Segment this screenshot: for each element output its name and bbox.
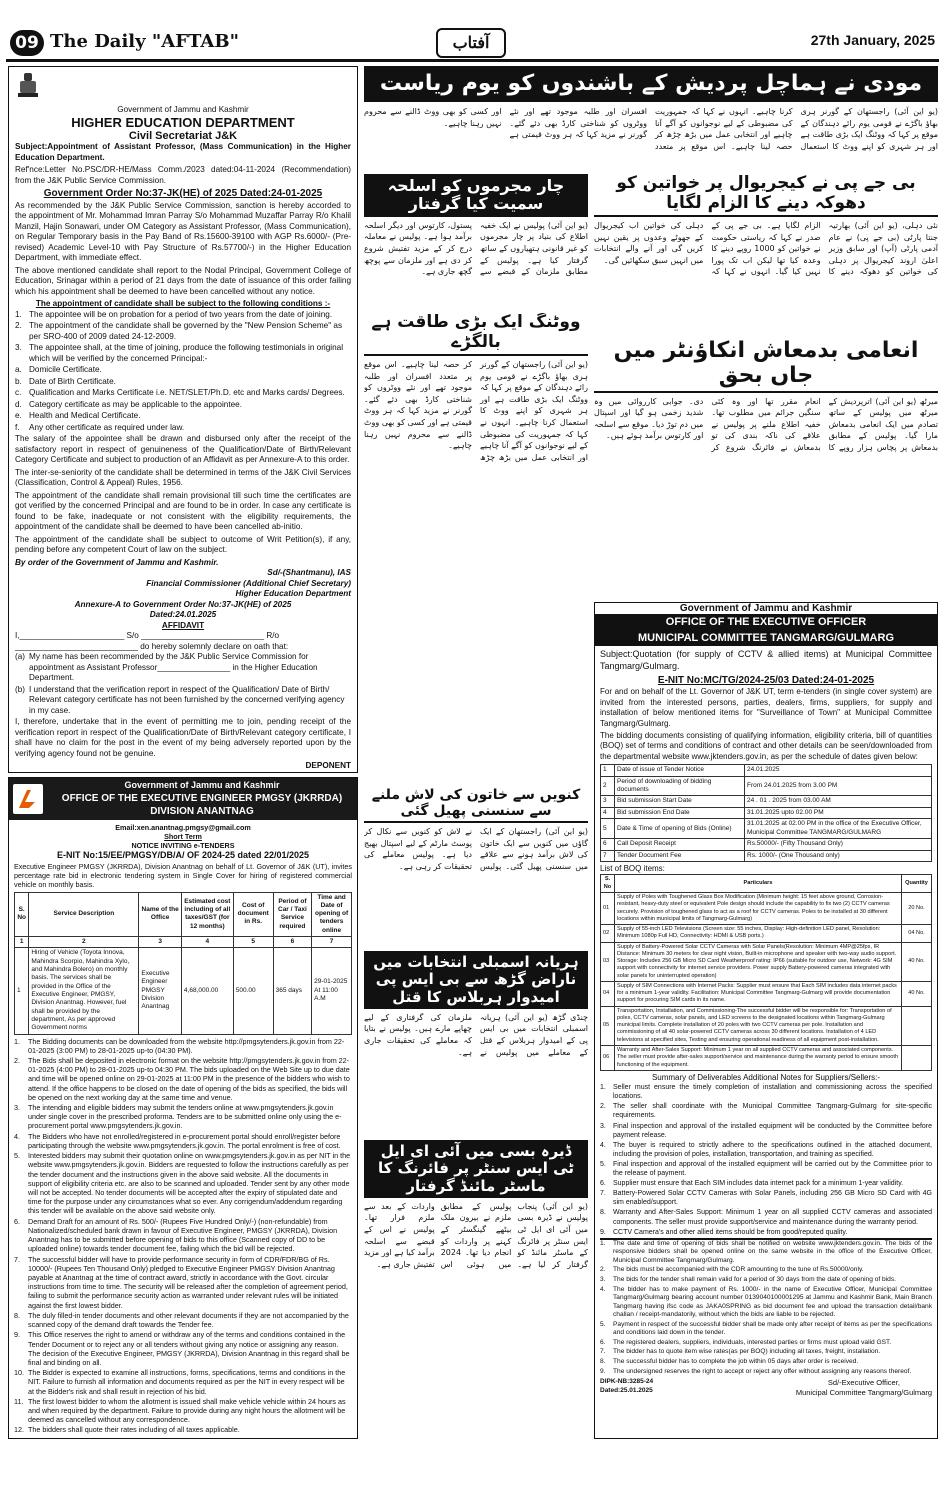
masthead bbox=[6, 28, 939, 62]
mc-dipk-date: Dated:25.01.2025 bbox=[600, 1386, 653, 1394]
affidavit-line-1: I,_______________________ S/o ___________________________ R/o bbox=[15, 631, 280, 641]
mc-boq-row: 04 Supply of SIM Connections with Internet Packs: Supplier must ensure that Each SIM includes data internet packs for a minimum 1-year validity. Facilitation: Municipal Committee Tangmarg-Gulmarg will provide documentation support for procuring SIM cards in its name. 40 No. bbox=[601, 981, 932, 1006]
urdu-derabassi-story bbox=[364, 1140, 588, 1440]
condition-item: f. Any other certificate as required under law. bbox=[15, 422, 185, 432]
mc-office-1: OFFICE OF THE EXECUTIVE OFFICER bbox=[595, 614, 937, 630]
mc-term-item: 7. The bidder has to quote item wise rates(as per BOQ) including all taxes, freight, installation. bbox=[600, 1348, 881, 1356]
signatory-dept: Higher Education Department bbox=[235, 589, 351, 599]
deponent-1: DEPONENT bbox=[305, 761, 351, 771]
pmgsy-dipk bbox=[14, 1438, 67, 1439]
mc-summary-item: 3. Final inspection and approval of the installed equipment will be conducted by the Committee before payment release. bbox=[600, 1122, 932, 1139]
mc-intro-2: The bidding documents consisting of qualifying information, eligibility criteria, bill of quantities (BOQ) set of terms and conditions of contract and other details can be seen/downloaded from the departmental website www.jktenders.gov.in, as per the schedule of dates given below: bbox=[600, 730, 932, 761]
conditions-list bbox=[15, 310, 351, 434]
pmgsy-col-header: Service Description bbox=[29, 892, 139, 937]
urdu-bjp-story bbox=[594, 174, 938, 334]
urdu-encounter-body: میرٹھ (یو این آئی) اترپردیش کے میرٹھ میں پولیس کے ساتھ تصادم میں ایک انعامی بدمعاش مارا گیا۔ پولیس کے مطابق بدمعاش پر پچاس ہزار روپے کا انعام مقرر تھا اور وہ کئی سنگین جرائم میں مطلوب تھا۔ خفیہ اطلاع ملنے پر پولیس نے علاقے کی ناکہ بندی کی تو بدمعاش نے فائرنگ شروع کر دی۔ جوابی کارروائی میں وہ شدید زخمی ہو گیا اور اسپتال میں دم توڑ دیا۔ موقع سے اسلحہ اور کارتوس برآمد ہوئے ہیں۔ bbox=[594, 396, 938, 452]
pmgsy-col-header: Name of the Office bbox=[139, 892, 182, 937]
mc-summary-heading: Summary of Deliverables Additional Notes for Suppliers/Sellers:- bbox=[651, 1072, 881, 1082]
pmgsy-table: S. No Service Description Name of the Office Estimated cost including of all taxes/GST (for 12 months) Cost of document in Rs. Period of Car / Taxi Service required Time and Date of opening of tenders online 1 2 3 4 5 6 7 1 Hiring of Vehicle (Toyota Innova, Mahindra Scorpio, Mahindra Xylo, and Mahindra Bolero) on monthly basis. The services shall be provided in the Office of the Executive Engineer, PMGSY, Division Anantnag. However, fuel shall be provided by the department, As per approved Government norms Executive Engineer PMGSY Division Anantnag 4,68,000.00 500.00 365 days 29-01-2025 At 11:00 A.M bbox=[14, 892, 352, 1035]
urdu-arrest-headline: چار مجرموں کو اسلحہ سمیت کیا گرفتار bbox=[364, 174, 588, 217]
gov-line: Government of Jammu and Kashmir bbox=[117, 104, 249, 114]
pmgsy-col-header: Estimated cost including of all taxes/GST (for 12 months) bbox=[181, 892, 233, 937]
mc-term-item: 5. Payment in respect of the successful bidder shall be made only after receipt of items as per the specifications and conditions laid down in the tender. bbox=[600, 1320, 932, 1337]
mc-summary-item: 1. Seller must ensure the timely completion of installation and commissioning across the specified locations. bbox=[600, 1084, 932, 1101]
mc-summary-item: 6. Supplier must ensure that Each SIM includes data internet pack for a minimum 1-year validity. bbox=[600, 1180, 904, 1188]
condition-item: e. Health and Medical Certificate. bbox=[15, 411, 141, 421]
mc-date-row: 4 Bid submission End Date 31.01.2025 upto 02.00 PM bbox=[601, 807, 932, 818]
mc-intro: For and on behalf of the Lt. Governor of J&K UT, term e-tenders (in single cover system) are invited from the interested persons, parties, dealers, firms, suppliers, for supply and installation of below mentioned items for "Surveillance of Town" at Municipal Committee Tangmarg/Gulmarg. bbox=[600, 687, 932, 728]
pmgsy-header bbox=[9, 778, 357, 820]
mc-boq-row: 05 Transportation, Installation, and Commissioning-The successful bidder will be responsible for: Transportation of poles, CCTV cameras, solar panels, and LED screens to the designated locations within Tangmarg-Gulmarg municipal limits. Complete installation of 20 poles with two CCTV cameras per pole. Installation and commissioning of all 40 solar-powered CCTV cameras across 30 different locations. Installation of 4 LED televisions at specified sites, Testing and ensuring operational readiness of all equipment post-installation. bbox=[601, 1006, 932, 1045]
pmgsy-term-item: 9. This Office reserves the right to amend or withdraw any of the terms and conditions contained in the Tender Document or to reject any or all tenders without giving any notice or assigning any reason. The decision of the Executive Engineer, PMGSY (JKRRDA), Division Anantnag in this regard shall be final and binding on all. bbox=[14, 1330, 350, 1367]
urdu-well-headline: کنویں سے خاتون کی لاش ملنے سے سنسنی پھیل گئی bbox=[364, 787, 588, 823]
mc-boq-col-header: Particulars bbox=[615, 875, 902, 893]
pmgsy-cost: 4,68,000.00 bbox=[181, 948, 233, 1034]
mc-boq-col-header: Quantity bbox=[902, 875, 932, 893]
mc-date-row: 7 Tender Document Fee Rs. 1000/- (One Thousand only) bbox=[601, 850, 932, 861]
pmgsy-col-header: Time and Date of opening of tenders online bbox=[312, 892, 352, 937]
higher-education-notice: Government of Jammu and Kashmir HIGHER EDUCATION DEPARTMENT Civil Secretariat J&K Subject:Appointment of Assistant Professor, (Mass Communication) in the Higher Education Department. Ref'nce:Letter No.PSC/DR-HE/Mass Comm./2023 dated:04-11-2024 (Recommendation) from the J&K Public Service Commission. Government Order No:37-JK(HE) of 2025 Dated:24-01-2025 As recommended by the J&K Public Service Commission, sanction is hereby accorded to the appointment of Mr. Mohammad Imran Parray S/o Mohammad Muzaffar Parray R/o Khalil Manzil, Hajin Sonawari, under OM Category as Assistant Professor, (Mass Communication), on Regular Temporary basis in the Pay Band of Rs.15600-39100 with AGP Rs.6000/- (Pre-revised) Academic Level-10 with Pay Structure of Rs.57700/-) in the Higher Education Department, with immediate effect. The above mentioned candidate shall report to the Nodal Principal, Government College of Education, Srinagar within a period of 21 days from the date of issuance of this order failing which his appointment shall be deemed to have been cancelled without any notice. The appointment of candidate shall be subject to the following conditions :- 1. The appointee will be on probation for a period of two years from the date of joining. 2. The appointment of the candidate shall be governed by the "New Pension Scheme" as per SRO-400 of 2009 dated 24-12-2009. 3. The appointee shall, at the time of joining, produce the following testimonials in original which will be verified by the concerned Principal:- a. Domicile Certificate. b. Date of Birth Certificate. c. Qualification and Marks Certificate i.e. NET/SLET/Ph.D. etc and Marks cards/ Degrees. d. Category certificate as may be applicable to the appointee. e. Health and Medical Certificate. f. Any other certificate as required under law. The salary of the appointee shall be drawn and disbursed only after the receipt of the satisfactory report in respect of genuineness of the Qualification/Date of Birth/Relevant Category Certificate and subject to production of an Affidavit as per Annexure-A to this order. The inter-se-seniority of the candidate shall be determined in terms of the J&K Civil Services (Classification, Control & Appeal) Rules, 1956. The appointment of the candidate shall remain provisional till such time the certificates are got verified by the concerned Principal and are found to be in order. In case any certificate is found to be fake, inadequate or not consistent with the eligibility requirements, the appointment of the candidate shall be deemed to have been cancelled ab-initio. The appointment of the candidate shall be subject to outcome of Writ Petition(s), if any, pending before any competent Court of law on the subject. By order of the Government of Jammu and Kashmir. Sd/-(Shantmanu), IAS Financial Commissioner (Additional Chief Secretary) Higher Education Department Annexure-A to Government Order No:37-JK(HE) of 2025 Dated:24.01.2025 AFFIDAVIT I,_______________________ S/o ___________________________ R/o ___________________________ do hereby solemnly declare on oath that: (a) My name has been recommended by the J&K Public Service Commission for appointment as Assistant Professor________________ in the Higher Education Department. (b) I understand that the verification report in respect of the Qualification/ Date of Birth/ Relevant category certificate has not been furnished by the concerned verifying agency in my case. I, therefore, undertake that in the event of permitting me to join, pending receipt of the verification report in respect of the Qualification/Date of Birth/Relevant category certificate, I shall have no claim for the post in the event of my being adversely reported upon by the verifying agency found not be genuine. DEPONENT bbox=[8, 66, 358, 773]
affidavit-c: I, therefore, undertake that in the event of permitting me to join, pending receipt of the verification report in respect of the Qualification/Date of Birth/Relevant category certificate, I shall have no claim for the post in the event of my being adversely reported upon by the verifying agency found not be genuine. bbox=[15, 717, 351, 758]
order-para-1: As recommended by the J&K Public Service Commission, sanction is hereby accorded to the appointment of Mr. Mohammad Imran Parray S/o Mohammad Muzaffar Parray R/o Khalil Manzil, Hajin Sonawari, under OM Category as Assistant Professor, (Mass Communication), on Regular Temporary basis in the Pay Band of Rs.15600-39100 with AGP Rs.6000/- (Pre-revised) Academic Level-10 with Pay Structure of Rs.57700/-) in the Higher Education Department, with immediate effect. bbox=[15, 200, 351, 263]
pmgsy-terms-list bbox=[14, 1037, 352, 1435]
order-para-6: The appointment of the candidate shall be subject to outcome of Writ Petition(s), if any, pending before any competent Court of law on the subject. bbox=[15, 534, 351, 555]
urdu-modi-story bbox=[364, 106, 938, 172]
mc-boq-row: 03 Supply of Battery-Powered Solar CCTV Cameras with Solar Panels(Resolution: Minimum 4MP@25fps, IR Distance: Minimum 30 meters for clear night vision, Built-in microphone and speaker with two-way audio support. Storage: Includes 256 GB Micro SD Card Weatherproof rating: IP66 (suitable for outdoor use, Network: 4G SIM support with connectivity for internet service providers. Power supply Battery-powered cameras integrated with solar panels for uninterrupted operation) 40 No. bbox=[601, 942, 932, 981]
pmgsy-period: 365 days bbox=[273, 948, 312, 1034]
pmgsy-tender-notice bbox=[8, 777, 358, 1439]
affidavit-b: I understand that the verification report in respect of the Qualification/ Date of Birth/ Relevant category certificate has not been furnished by the concerned verifying agency in my case. bbox=[29, 684, 345, 715]
pmgsy-term-item: 7. The successful bidder will have to provide performance security in form of CDR/FDR/BG of Rs. 10000/- (Rupees Ten Thousand Only) pledged to Executive Engineer PMGSY Division Anantnag payable at Anantnag at the time of contract award, strictly in accordance with the Govt. circular instructions from time to time. The security will be released after the completion of agreement period, failing to submit the performance security action as warranted under relevant rules will be initiated against the first lowest bidder. bbox=[14, 1254, 348, 1310]
mc-header bbox=[595, 603, 937, 646]
mc-summary-item: 9. CCTV Camera's and other allied items should be from good/reputed quality. bbox=[600, 1228, 848, 1236]
pmgsy-logo-icon bbox=[13, 784, 43, 814]
mc-boq-row: 01 Supply of Poles with Toughened Glass Box Modification (Minimum height: 15 feet above ground, Corrosion-resistant, heavy-duty steel or equivalent Pole design should include the capability to fix two (2) CCTV cameras securely. Provision of toughened glass to act as a roof for CCTV cameras. Poles to be installed at 30 different locations within municipal limits of Tangmarg-Gulmarg) 20 No. bbox=[601, 892, 932, 924]
urdu-well-story bbox=[364, 787, 588, 947]
urdu-arrest-story bbox=[364, 174, 588, 309]
mc-date-row: 3 Bid submission Start Date 24 . 01 . 2025 from 03.00 AM bbox=[601, 796, 932, 807]
urdu-voting-headline: ووٹنگ ایک بڑی طاقت ہے بالگڑے bbox=[364, 313, 588, 356]
urdu-voting-body: (یو این آئی) راجستھان کے گورنر ہری بھاؤ باگڑے نے قومی یوم رائے دہندگان کے موقع پر کہا کہ ووٹنگ ایک بڑی طاقت ہے اور ہر شہری کو اپنے ووٹ کا استعمال کرنا چاہیے۔ انہوں نے کہا کہ جمہوریت کی مضبوطی کے لیے نوجوانوں کو آگے آنا چاہیے اور انتخابی عمل میں بڑھ چڑھ کر حصہ لینا چاہیے۔ اس موقع پر متعدد افسران اور طلبہ موجود تھے اور نئے ووٹروں کو شناختی کارڈ بھی دئے گئے۔ گورنر نے مزید کہا کہ ہر ووٹ قیمتی ہے اور کسی کو بھی ووٹ ڈالنے سے محروم نہیں رہنا چاہیے۔ bbox=[364, 360, 588, 462]
pmgsy-table-header bbox=[15, 892, 352, 937]
urdu-bjp-headline: بی جے پی نے کیجریوال پر خواتین کو دھوکہ دینے کا الزام لگایا bbox=[594, 174, 938, 217]
mc-summary-item: 8. Warranty and After-Sales Support: Minimum 1 year on all supplied CCTV cameras and associated components. The seller must provide support/service and maintenance during the warranty period. bbox=[600, 1209, 932, 1226]
mc-date-row: 2 Period of downloading of bidding documents From 24.01.2025 from 3.00 PM bbox=[601, 776, 932, 796]
mc-sign-2: Municipal Committee Tangmarg/Gulmarg bbox=[795, 1387, 932, 1397]
mc-term-item: 1. The date and time of opening of bids shall be notified on website www.jktenders.gov.in. The bids of the responsive bidders shall be opened online on the same website in the office of the Executive Officer, Municipal Committee Tangmarg/Gulmarg. bbox=[600, 1239, 932, 1264]
condition-item: 1. The appointee will be on probation for a period of two years from the date of joining. bbox=[15, 309, 333, 319]
mc-boq-col-header: S. No bbox=[601, 875, 615, 893]
urdu-encounter-story bbox=[594, 338, 938, 598]
urdu-derabassi-body: (یو این آئی) پنجاب پولیس نے ڈیرہ بسی میں آئی ای ایل ٹی ایس سنٹر پر فائرنگ کے ماسٹر مائنڈ کو گرفتار کر لیا ہے۔ پولیس کے مطابق ملزم نے بیرون ملک بیٹھے گینگسٹر کے کہنے پر واردات کو انجام دیا تھا۔ 2024 میں ہوئی اس واردات کے بعد سے ملزم فرار تھا۔ پولیس نے اس کے قبضے سے اسلحہ برآمد کیا ہے اور مزید تفتیش جاری ہے۔ bbox=[364, 1201, 588, 1269]
mc-subject: Subject:Quotation (for supply of CCTV & allied items) at Municipal Committee Tangmarg/Gulmarg. bbox=[600, 649, 932, 671]
pmgsy-enit: E-NIT No:15/EE/PMGSY/DB/A/ OF 2024-25 dated 22/01/2025 bbox=[56, 850, 310, 861]
condition-item: 2. The appointment of the candidate shall be governed by the "New Pension Scheme" as per SRO-400 of 2009 dated 24-12-2009. bbox=[15, 321, 343, 341]
pmgsy-opening: 29-01-2025 At 11:00 A.M bbox=[312, 948, 352, 1034]
mc-date-row: 6 Call Deposit Receipt Rs.50000/- (Fifty Thousand Only) bbox=[601, 839, 932, 850]
pmgsy-term-item: 5. Interested bidders may submit their quotation online on www.pmgsytenders.jk.gov.in as per NIT in the website www.pmgsytenders.jk.gov.in. Bidders are requested to follow the instructions carefully as per the tender document and the instructions given in the above said website. All the documents in support of eligibility criteria etc. are also to be scanned and uploaded. Tender sent by any other mode will not be accepted. No tender documents will be accepted after the expiry of stipulated date and time for the purpose under any circumstances what so ever. Any corrigendum/addendum regarding this tender will be available on the above said website only. bbox=[14, 1151, 351, 1216]
urdu-haryana-story bbox=[364, 951, 588, 1136]
condition-item: c. Qualification and Marks Certificate i.e. NET/SLET/Ph.D. etc and Marks cards/ Degrees. bbox=[15, 388, 345, 398]
urdu-modi-story-body: (یو این آئی) راجستھان کے گورنر ہری بھاؤ باگڑے نے قومی یوم رائے دہندگان کے موقع پر کہا کہ ووٹنگ ایک بڑی طاقت ہے اور ہر شہری کو اپنے ووٹ کا استعمال کرنا چاہیے۔ انہوں نے کہا کہ جمہوریت کی مضبوطی کے لیے نوجوانوں کو آگے آنا چاہیے اور انتخابی عمل میں بڑھ چڑھ کر حصہ لینا چاہیے۔ اس موقع پر متعدد افسران اور طلبہ موجود تھے اور نئے ووٹروں کو شناختی کارڈ بھی دئے گئے۔ گورنر نے مزید کہا کہ ہر ووٹ قیمتی ہے اور کسی کو بھی ووٹ ڈالنے سے محروم نہیں رہنا چاہیے۔ bbox=[364, 107, 938, 151]
pmgsy-office: OFFICE OF THE EXECUTIVE ENGINEER PMGSY (JKRRDA) DIVISION ANANTNAG bbox=[61, 792, 343, 817]
pmgsy-term-item: 1. The Bidding documents can be downloaded from the website http://pmgsytenders.jk.gov.in from 22-01-2025 (3:00 PM) to 28-01-2025 up-to (04:30 PM). bbox=[14, 1036, 345, 1055]
pmgsy-email: Email:xen.anantnag.pmgsy@gmail.com bbox=[115, 822, 251, 832]
mc-boq-table bbox=[600, 874, 932, 1070]
mc-gov: Government of Jammu and Kashmir bbox=[679, 603, 853, 614]
pmgsy-office-cell: Executive Engineer PMGSY Division Anantnag bbox=[139, 948, 182, 1034]
urdu-arrest-body: (یو این آئی) پولیس نے ایک خفیہ اطلاع کی بنیاد پر چار مجرموں کو غیر قانونی ہتھیاروں کے ساتھ گرفتار کیا ہے۔ پولیس کے مطابق ملزمان کے قبضے سے پستول، کارتوس اور دیگر اسلحہ برآمد ہوا ہے۔ پولیس نے معاملہ درج کر کے مزید تفتیش شروع کر دی ہے اور ملزمان سے پوچھ گچھ جاری ہے۔ bbox=[364, 220, 588, 277]
pmgsy-notice-title: NOTICE INVITING e-TENDERS bbox=[131, 841, 235, 851]
order-para-2: The above mentioned candidate shall report to the Nodal Principal, Government College of Education, Srinagar within a period of 21 days from the date of issuance of this order failing which his appointment shall be deemed to have been cancelled without any notice. bbox=[15, 265, 351, 296]
signatory-name: Sd/-(Shantmanu), IAS bbox=[267, 568, 351, 578]
mc-term-item: 8. The successful bidder has to complete the job within 05 days after order is received. bbox=[600, 1358, 859, 1366]
pmgsy-table-row bbox=[15, 948, 352, 1034]
pmgsy-desc: Hiring of Vehicle (Toyota Innova, Mahindra Scorpio, Mahindra Xylo, and Mahindra Bolero) on monthly basis. The services shall be provided in the Office of the Executive Engineer, PMGSY, Division Anantnag. However, fuel shall be provided by the department, As per approved Government norms bbox=[29, 948, 139, 1034]
urdu-banner bbox=[364, 66, 938, 102]
pmgsy-short-term: Short Term bbox=[164, 831, 202, 841]
pmgsy-term-item: 2. The Bids shall be deposited in electronic format on the website http://pmgsytenders.jk.gov.in from 22-01-2025 (4:00 PM) to 28-01-2025 up-to 04:30 PM. The bids uploaded on the Web Site up to due date and time will be opened online on 29-01-2025 at 11:00 PM in the presence of the bidders who wish to attend. If the office happens to be closed on the date of opening of the bids as specified, the bids will be opened on the next working day at the same time and venue. bbox=[14, 1055, 350, 1102]
page-number: 09 bbox=[10, 30, 44, 56]
mc-term-item: 9. The undersigned reserves the right to accept or reject any offer without assigning any reasons thereof. bbox=[600, 1367, 912, 1375]
state-emblem-icon bbox=[15, 71, 41, 99]
pmgsy-term-item: 10. The Bidder is expected to examine all instructions, forms, specifications, terms and conditions in the NIT. Failure to furnish all information and documents required as per the NIT in every respect will be at the Bidder's risk and shall result in rejection of his bid. bbox=[14, 1368, 346, 1396]
conditions-heading: The appointment of candidate shall be subject to the following conditions :- bbox=[35, 299, 331, 309]
paper-logo: آفتاب bbox=[436, 28, 506, 58]
condition-item: a. Domicile Certificate. bbox=[15, 365, 102, 375]
mc-summary-list bbox=[600, 1083, 932, 1237]
pmgsy-col-header: Cost of document in Rs. bbox=[233, 892, 273, 937]
pmgsy-doc-cost: 500.00 bbox=[233, 948, 273, 1034]
affidavit-a: My name has been recommended by the J&K Public Service Commission for appointment as Assistant Professor________________ in the Higher Education Department. bbox=[29, 652, 318, 683]
mc-summary-item: 4. The buyer is required to strictly adhere to the specifications outlined in the attached document, including the provision of poles, installation, transportation, and training as specified. bbox=[600, 1141, 932, 1158]
urdu-well-body: (یو این آئی) راجستھان کے ایک گاؤں میں کنویں سے ایک خاتون کی لاش برآمد ہونے سے علاقے میں سنسنی پھیل گئی۔ پولیس نے لاش کو کنویں سے نکال کر پوسٹ مارٹم کے لیے اسپتال بھیج دیا ہے۔ پولیس معاملے کی تحقیقات کر رہی ہے۔ bbox=[364, 827, 588, 871]
urdu-voting-story bbox=[364, 313, 588, 783]
mc-term-item: 4. The bidder has to make payment of Rs. 1000/- in the name of Executive Officer, Municipal Committee Tangmarg/Gulmarg bearing account number 0139040100001295 at Jammu and Kashmir Bank, Main Branch Tangmarg having ifsc code as JAKA0SPRING as bid document fee and upload the transaction detail/bank challan / receipt-mandatorily, without which the bids are liable to be rejected. bbox=[600, 1285, 932, 1319]
reference: Ref'nce:Letter No.PSC/DR-HE/Mass Comm./2023 dated:04-11-2024 (Recommendation) from the J&K Public Service Commission. bbox=[15, 165, 351, 185]
pmgsy-intro: Executive Engineer PMGSY (JKRRDA), Division Anantnag on behalf of Lt. Governor of J&K (UT), invites percentage rate bid in electronic tendering system in Single Cover for hiring of registered commercial vehicle on monthly basis. bbox=[14, 861, 352, 890]
order-para-5: The appointment of the candidate shall remain provisional till such time the certificates are got verified by the concerned Principal and are found to be in order. In case any certificate is found to be fake, inadequate or not consistent with the eligibility requirements, the appointment of the candidate shall be deemed to have been cancelled ab-initio. bbox=[15, 490, 351, 532]
verification-heading bbox=[15, 772, 351, 773]
urdu-derabassi-headline: ڈیرہ بسی میں آئی ای ایل ٹی ایس سنٹر پر فائرنگ کا ماسٹر مائنڈ گرفتار bbox=[364, 1140, 588, 1198]
pmgsy-term-item: 3. The intending and eligible bidders may submit the tenders online at www.pmgsytenders.jk.gov.in under single cover in the prescribed proforma. Tenders are to be submitted online only using the e-procurement portal www.pmgsytenders.jk.gov.in. bbox=[14, 1103, 342, 1131]
mc-term-item: 6. The registered dealers, suppliers, individuals, interested parties or firms must upload valid GST. bbox=[600, 1338, 892, 1346]
mc-sign-1: Sd/-Executive Officer, bbox=[827, 1378, 900, 1388]
urdu-haryana-headline: ہریانہ اسمبلی انتخابات میں ناراض گڑھ سے بی ایس پی امیدوار ہربلاس کا قتل bbox=[364, 951, 588, 1009]
mc-summary-item: 5. Final inspection and approval of the installed equipment will be carried out by the Committee prior to the release of payment. bbox=[600, 1160, 932, 1178]
pmgsy-term-item: 12. The bidders shall quote their rates including of all taxes applicable. bbox=[14, 1425, 240, 1435]
mc-summary-item: 2. The seller shall coordinate with the Municipal Committee Tangmarg-Gulmarg for site-specific requirements. bbox=[600, 1103, 932, 1120]
mc-boq-heading: List of BOQ items: bbox=[600, 864, 665, 874]
mc-boq-row: 06 Warranty and After-Sales Support: Minimum 1 year on all supplied CCTV cameras and associated components. The seller must provide after-sales support/service and maintenance during the warranty period to ensure smooth functioning of the equipment. bbox=[601, 1046, 932, 1071]
urdu-encounter-headline: انعامی بدمعاش انکاؤنٹر میں جاں بحق bbox=[594, 338, 938, 393]
annexure-date: Dated:24.01.2025 bbox=[149, 610, 217, 620]
paper-name: The Daily "AFTAB" bbox=[50, 31, 239, 52]
mc-summary-item: 7. Battery-Powered Solar CCTV Cameras with Solar Panels, including 256 GB Micro SD Card with 4G sim enabled/support. bbox=[600, 1190, 932, 1207]
condition-item: 3. The appointee shall, at the time of joining, produce the following testimonials in original which will be verified by the concerned Principal:- bbox=[15, 343, 344, 363]
order-para-3: The salary of the appointee shall be drawn and disbursed only after the receipt of the satisfactory report in respect of genuineness of the Qualification/Date of Birth/Relevant Category Certificate and subject to production of an Affidavit as per Annexure-A to this order. bbox=[15, 434, 351, 465]
mc-date-row: 5 Date & Time of opening of Bids (Online) 31.01.2025 at 02.00 PM in the office of the Executive Officer, Municipal Committee TANGMARG/GULMARG bbox=[601, 819, 932, 839]
subject: Subject:Appointment of Assistant Professor, (Mass Communication) in the Higher Education Department. bbox=[15, 142, 351, 162]
mc-term-item: 2. The bids must be accompanied with the CDR amounting to the tune of Rs.50000/only. bbox=[600, 1266, 864, 1274]
mc-term-item: 3. The bids for the tender shall remain valid for a period of 30 days from the date of opening of bids. bbox=[600, 1275, 896, 1283]
urdu-haryana-body: چنڈی گڑھ (یو این آئی) ہریانہ اسمبلی انتخابات میں بی ایس پی کے امیدوار ہربلاس کے قتل کے معاملے میں پولیس نے ملزمان کی گرفتاری کے لیے چھاپے مارے ہیں۔ پولیس نے بتایا کہ معاملے کی تحقیقات جاری ہے۔ bbox=[364, 1012, 588, 1057]
pmgsy-term-item: 4. The Bidders who have not enrolled/registered in e-procurement portal should enroll/register before participating through the website www.pmgsytenders.jk.gov.in. The portal enrolment is free of cost. bbox=[14, 1131, 341, 1150]
order-number: Government Order No:37-JK(HE) of 2025 Dated:24-01-2025 bbox=[43, 188, 323, 199]
condition-item: d. Category certificate as may be applicable to the appointee. bbox=[15, 399, 243, 409]
mc-office-2: MUNICIPAL COMMITTEE TANGMARG/GULMARG bbox=[595, 630, 937, 646]
urdu-bjp-body: نئی دہلی، (یو این آئی) بھارتیہ جنتا پارٹی (بی جے پی) نے عام آدمی پارٹی (آپ) اور سابق وزیر اعلیٰ اروند کیجریوال پر دہلی کی خواتین کو دھوکہ دینے کا الزام لگایا ہے۔ بی جے پی کے صدر نے کہا کہ ریاستی حکومت نے خواتین کو 1000 روپے دینے کا وعدہ کیا تھا لیکن اب تک پورا نہیں کیا گیا۔ انہوں نے کہا کہ دہلی کی خواتین اب کیجریوال کے جھوٹے وعدوں پر یقین نہیں کریں گی اور آنے والے انتخابات میں انہیں سبق سکھائیں گی۔ bbox=[594, 221, 938, 277]
condition-item: b. Date of Birth Certificate. bbox=[15, 376, 116, 386]
affidavit-title: AFFIDAVIT bbox=[161, 620, 205, 630]
pmgsy-sign-1 bbox=[208, 1438, 352, 1439]
pmgsy-term-item: 6. Demand Draft for an amount of Rs. 500/- (Rupees Five Hundred Only/-) (non-refundable) from Nationalized/scheduled bank drawn in favour of Executive Engineer, PMGSY (JKRRDA), Division Anantnag has to be submitted before opening of bids to this office (Scanned copy of DD to be uploaded online) towards tender document fee, failing which the bid will be rejected. bbox=[14, 1216, 338, 1254]
pmgsy-sno: 1 bbox=[15, 948, 29, 1034]
municipal-tender-notice bbox=[594, 602, 938, 1439]
mc-enit: E-NIT No:MC/TG/2024-25/03 Dated:24-01-2025 bbox=[657, 675, 875, 687]
affidavit-line-2: ___________________________ do hereby solemnly declare on oath that: bbox=[15, 641, 289, 651]
signatory-designation: Financial Commissioner (Additional Chief Secretary) bbox=[146, 578, 351, 588]
pmgsy-gov: Government of Jammu and Kashmir bbox=[124, 780, 280, 790]
mc-boq-row: 02 Supply of 55-inch LED Televisions (Screen size: 55 inches, Display: High-definition LED panel, Resolution: Minimum 1080p Full HD, Connectivity: HDMI & USB ports.) 04 No. bbox=[601, 925, 932, 943]
by-order: By order of the Government of Jammu and Kashmir. bbox=[15, 557, 219, 567]
pmgsy-col-header: Period of Car / Taxi Service required bbox=[273, 892, 312, 937]
urdu-banner-headline: مودی نے ہماچل پردیش کے باشندوں کو یوم ریاست bbox=[364, 66, 938, 102]
mc-terms-list bbox=[600, 1240, 932, 1376]
pmgsy-term-item: 11. The first lowest bidder to whom the allotment is issued shall make vehicle vehicle within 24 hours as and when required by the department. Failure to provide during any night hours the allotment will be deemed as cancelled without any correspondence. bbox=[14, 1396, 346, 1425]
issue-date: 27th January, 2025 bbox=[810, 32, 935, 48]
dept-title: HIGHER EDUCATION DEPARTMENT bbox=[71, 115, 295, 130]
civil-secretariat: Civil Secretariat J&K bbox=[128, 130, 238, 142]
mc-dipk: DIPK-NB:3285-24 bbox=[600, 1378, 654, 1386]
annexure-title: Annexure-A to Government Order No:37-JK(HE) of 2025 bbox=[74, 599, 292, 609]
pmgsy-term-item: 8. The duly filled-in tender documents and other relevant documents if they are not accompanied by the scanned copy of the demand draft towards the Tender fee. bbox=[14, 1310, 349, 1330]
mc-dates-table bbox=[600, 764, 932, 862]
mc-date-row: 1 Date of issue of Tender Notice 24.01.2025 bbox=[601, 765, 932, 776]
pmgsy-col-header: S. No bbox=[15, 892, 29, 937]
order-para-4: The inter-se-seniority of the candidate shall be determined in terms of the J&K Civil Services (Classification, Control & Appeal) Rules, 1956. bbox=[15, 467, 351, 488]
